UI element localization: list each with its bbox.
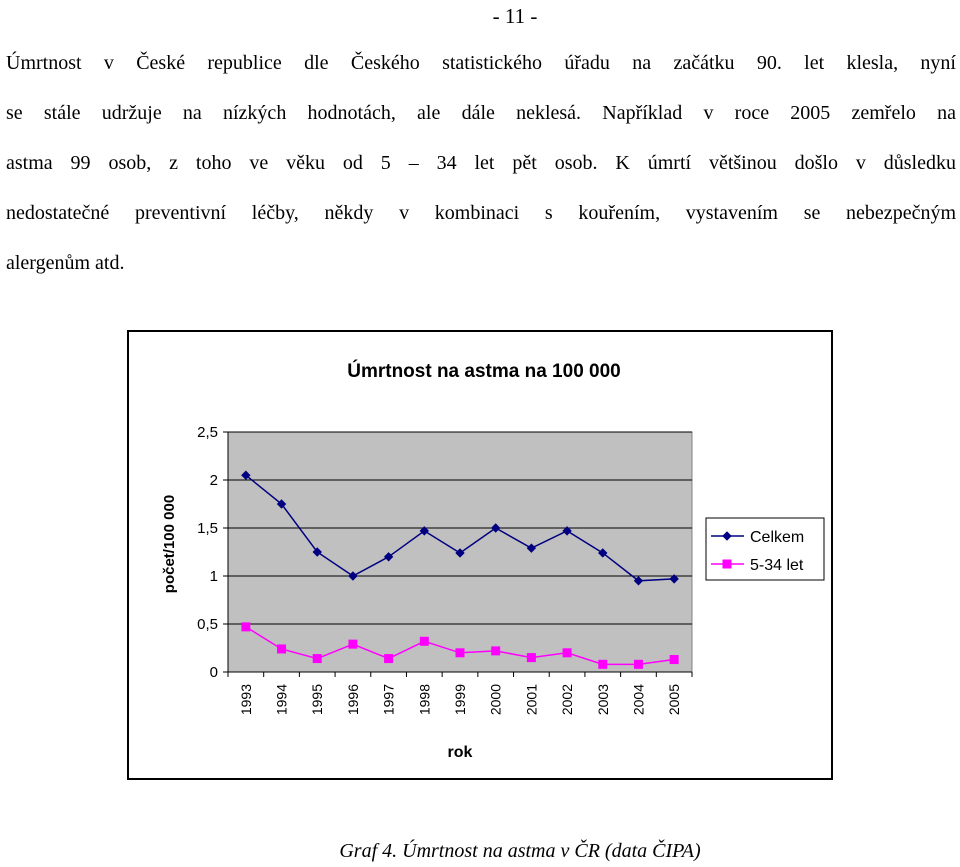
data-point (670, 656, 678, 664)
x-tick-label: 1997 (380, 684, 397, 716)
x-tick-label: 1996 (344, 684, 361, 716)
mortality-chart (129, 332, 831, 778)
legend-marker (723, 560, 731, 568)
data-point (313, 655, 321, 663)
page-number: - 11 - (492, 4, 538, 28)
x-tick-label: 2000 (487, 684, 504, 716)
paragraph-line: se stále udržuje na nízkých hodnotách, ale dále neklesá. Například v roce 2005 zemřelo na (6, 102, 956, 124)
x-axis-label: rok (447, 744, 473, 761)
data-point (563, 649, 571, 657)
data-point (385, 655, 393, 663)
x-tick-label: 1993 (237, 684, 254, 716)
figure-caption: Graf 4. Úmrtnost na astma v ČR (data ČIPA) (339, 840, 701, 862)
legend-label: 5-34 let (750, 557, 804, 574)
x-tick-label: 1995 (309, 684, 326, 716)
data-point (599, 660, 607, 668)
data-point (527, 654, 535, 662)
chart-frame (127, 330, 833, 780)
paragraph-line: alergenům atd. (6, 252, 125, 274)
y-tick-label: 2 (209, 472, 218, 489)
x-tick-label: 2001 (523, 684, 540, 716)
plot-area (197, 424, 692, 715)
legend-label: Celkem (750, 529, 805, 546)
x-tick-label: 2004 (630, 684, 647, 716)
y-tick-label: 2,5 (197, 424, 218, 441)
data-point (420, 637, 428, 645)
x-tick-label: 1994 (273, 684, 290, 716)
data-point (634, 660, 642, 668)
x-tick-label: 2005 (666, 684, 683, 716)
x-tick-label: 1999 (452, 684, 468, 716)
data-point (456, 649, 464, 657)
data-point (349, 640, 357, 648)
x-tick-label: 2003 (594, 684, 611, 716)
chart-legend (706, 518, 824, 580)
data-point (278, 645, 286, 653)
y-tick-label: 0 (209, 664, 218, 681)
data-point (492, 647, 500, 655)
chart-title: Úmrtnost na astma na 100 000 (347, 361, 621, 382)
y-tick-label: 1,5 (197, 520, 218, 537)
y-tick-label: 1 (209, 568, 218, 585)
body-paragraph (6, 38, 956, 288)
x-tick-label: 2002 (559, 684, 576, 716)
paragraph-line: Úmrtnost v České republice dle Českého statistického úřadu na začátku 90. let klesla, nyní (6, 52, 956, 74)
y-tick-label: 0,5 (197, 616, 218, 633)
data-point (242, 623, 250, 631)
y-axis-label: počet/100 000 (161, 494, 178, 594)
x-tick-label: 1998 (416, 684, 433, 716)
paragraph-line: nedostatečné preventivní léčby, někdy v kombinaci s kouřením, vystavením se nebezpečným (6, 202, 956, 224)
paragraph-line: astma 99 osob, z toho ve věku od 5 – 34 let pět osob. K úmrtí většinou došlo v důsledku (6, 152, 956, 174)
